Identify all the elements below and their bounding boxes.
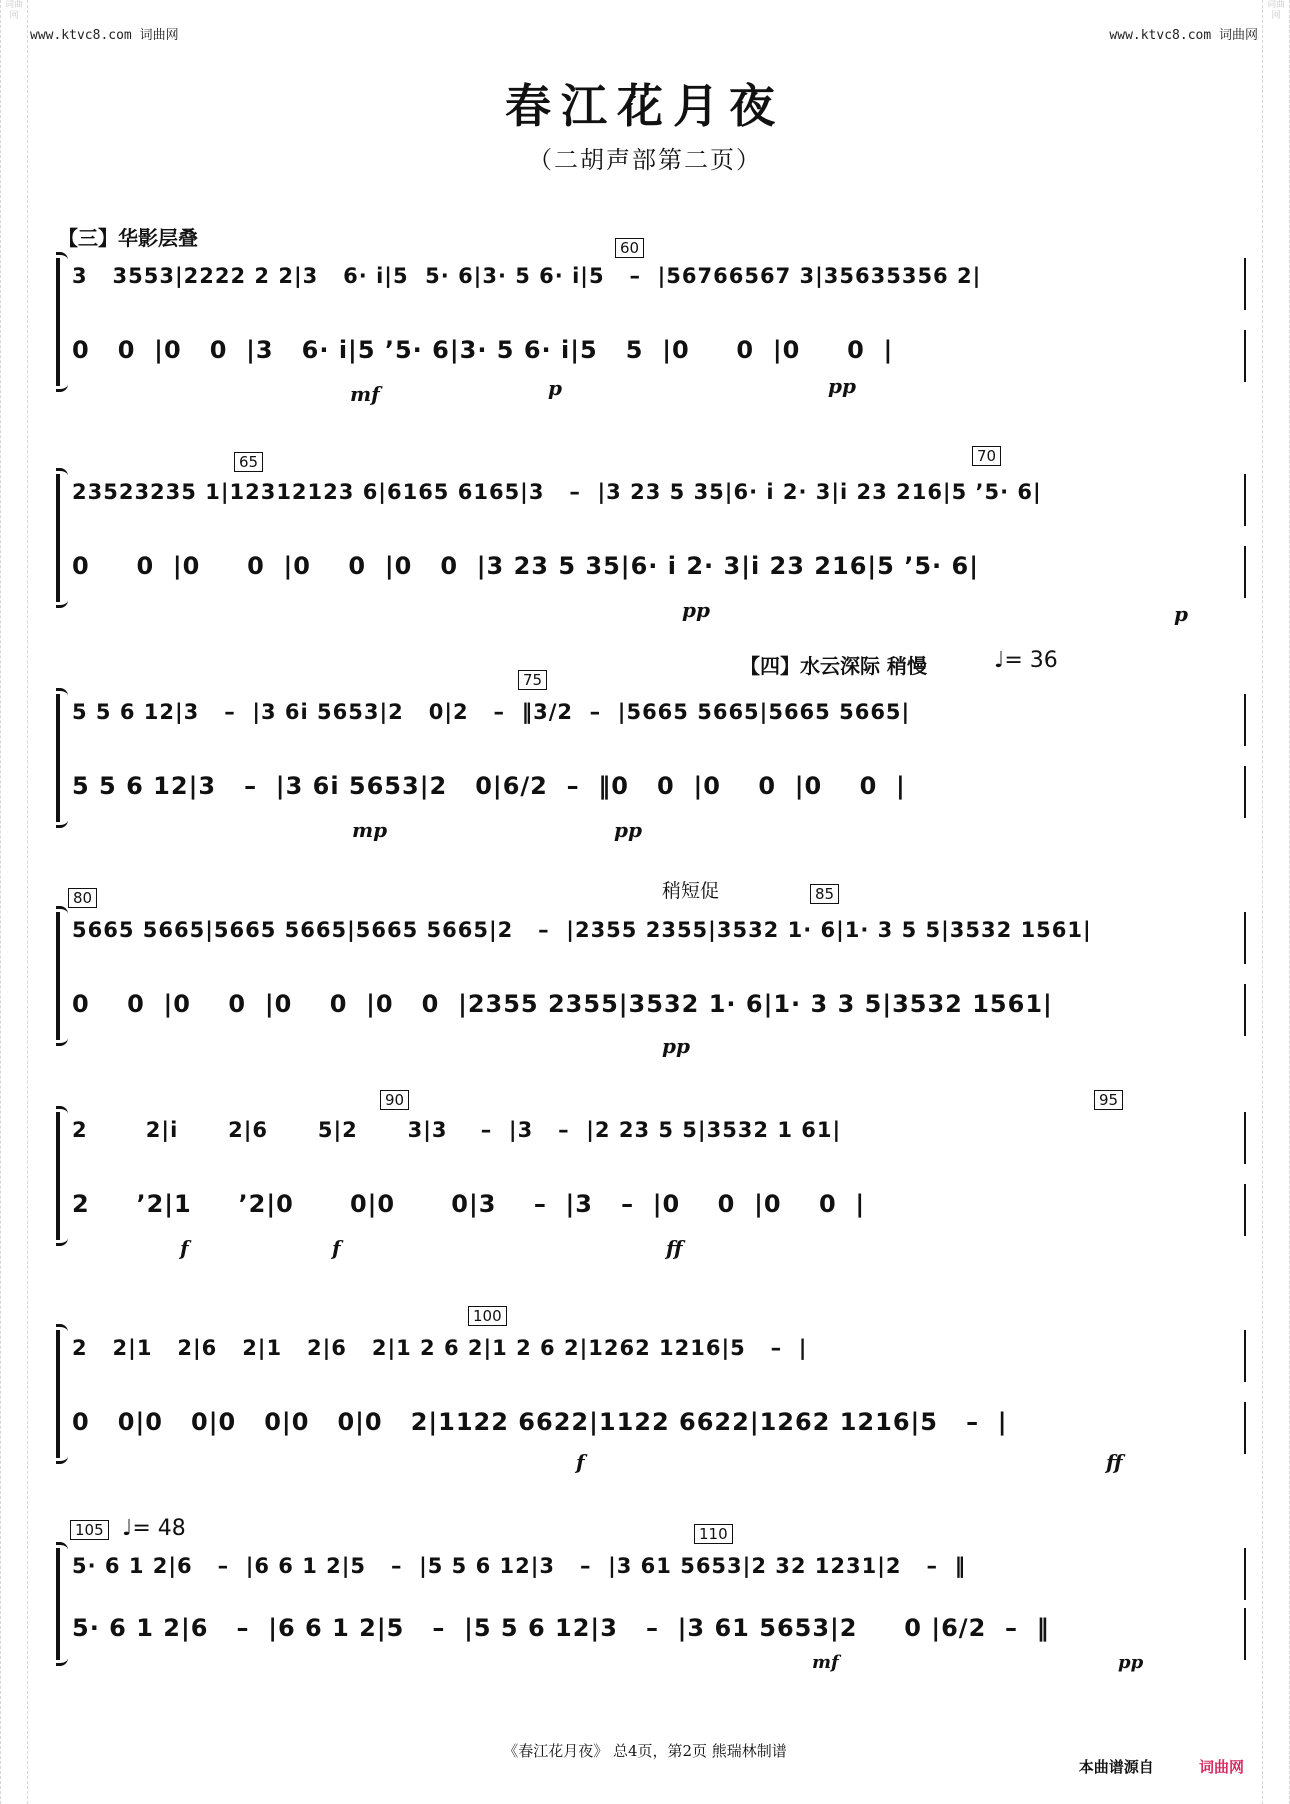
upper-staff bbox=[72, 912, 1246, 960]
score-system-2 bbox=[50, 474, 1246, 626]
upper-staff bbox=[72, 1112, 1246, 1160]
upper-staff bbox=[72, 1548, 1246, 1596]
score-system-3 bbox=[50, 694, 1246, 842]
barline bbox=[1244, 1330, 1246, 1382]
dynamic-marking: mf bbox=[812, 1652, 839, 1673]
dynamic-marking: p bbox=[1174, 602, 1188, 626]
erhu-notes: 2 ’2|1 ’2|0 0|0 0|3 – |3 – |0 0 |0 0 | bbox=[72, 1190, 866, 1218]
erhu-staff bbox=[72, 1184, 1246, 1232]
system-bracket bbox=[56, 474, 70, 602]
barline bbox=[1244, 984, 1246, 1036]
site-url-left[interactable]: www.ktvc8.com 词曲网 bbox=[30, 28, 179, 43]
measure-number: 100 bbox=[468, 1306, 507, 1326]
erhu-staff bbox=[72, 766, 1246, 814]
score-system-4 bbox=[50, 912, 1246, 1058]
source-credit bbox=[1079, 1756, 1244, 1777]
erhu-notes: 0 0 |0 0 |0 0 |0 0 |2355 2355|3532 1· 6|1· 3 3 5|3532 1561| bbox=[72, 990, 1053, 1018]
barline bbox=[1244, 546, 1246, 598]
dynamic-marking: pp bbox=[1118, 1652, 1144, 1673]
upper-notes: 5· 6 1 2|6 – |6 6 1 2|5 – |5 5 6 12|3 – |3 61 5653|2 32 1231|2 – ‖ bbox=[72, 1554, 967, 1578]
upper-notes: 5665 5665|5665 5665|5665 5665|2 – |2355 2355|3532 1· 6|1· 3 5 5|3532 1561| bbox=[72, 918, 1092, 942]
measure-number: 110 bbox=[694, 1524, 733, 1544]
dynamic-marking: pp bbox=[682, 598, 710, 622]
measure-number: 105 bbox=[70, 1520, 109, 1540]
erhu-staff bbox=[72, 984, 1246, 1032]
upper-notes: 23523235 1|12312123 6|6165 6165|3 – |3 23 5 35|6· i 2· 3|i 23 216|5 ’5· 6| bbox=[72, 480, 1042, 504]
source-site-link[interactable]: 词曲网 bbox=[1198, 1758, 1244, 1776]
measure-number: 60 bbox=[615, 238, 644, 258]
source-label: 本曲谱源自 bbox=[1078, 1758, 1154, 1776]
section-label-4: 【四】水云深际 稍慢 bbox=[740, 654, 927, 678]
dynamic-marking: mp bbox=[352, 818, 388, 842]
score-system-5 bbox=[50, 1112, 1246, 1260]
watermark-text-left: 词曲网 bbox=[4, 0, 23, 21]
upper-staff bbox=[72, 694, 1246, 742]
site-url-right[interactable]: www.ktvc8.com 词曲网 bbox=[1109, 28, 1258, 43]
dynamic-marking: f bbox=[180, 1236, 189, 1260]
measure-number: 65 bbox=[234, 452, 263, 472]
upper-staff bbox=[72, 1330, 1246, 1378]
watermark-text-right: 词曲网 bbox=[1266, 0, 1285, 21]
barline bbox=[1244, 694, 1246, 746]
expression-marking: 稍短促 bbox=[662, 880, 720, 902]
dynamic-marking: mf bbox=[350, 382, 380, 406]
barline bbox=[1244, 330, 1246, 382]
page-subtitle: （二胡声部第二页） bbox=[528, 146, 762, 174]
barline bbox=[1244, 474, 1246, 526]
left-watermark-strip bbox=[0, 0, 28, 1804]
erhu-staff bbox=[72, 330, 1246, 378]
barline bbox=[1244, 1608, 1246, 1660]
system-bracket bbox=[56, 1548, 70, 1660]
erhu-notes: 5 5 6 12|3 – |3 6i 5653|2 0|6/2 – ‖0 0 |0 0 |0 0 | bbox=[72, 772, 906, 800]
barline bbox=[1244, 1184, 1246, 1236]
tempo-marking: ♩= 48 bbox=[122, 1516, 186, 1541]
score-system-6 bbox=[50, 1330, 1246, 1474]
erhu-notes: 0 0|0 0|0 0|0 0|0 2|1122 6622|1122 6622|1262 1216|5 – | bbox=[72, 1408, 1008, 1436]
upper-staff bbox=[72, 258, 1246, 306]
barline bbox=[1244, 766, 1246, 818]
barline bbox=[1244, 1548, 1246, 1600]
erhu-staff bbox=[72, 546, 1246, 594]
score-system-7 bbox=[50, 1548, 1246, 1673]
page-footer: 《春江花月夜》 总4页，第2页 熊瑞林制谱 bbox=[503, 1742, 787, 1760]
upper-notes: 3 3553|2222 2 2|3 6· i|5 5· 6|3· 5 6· i|5 – |56766567 3|35635356 2| bbox=[72, 264, 982, 288]
page-title: 春江花月夜 bbox=[505, 79, 785, 133]
dynamic-marking: f bbox=[576, 1450, 585, 1474]
right-watermark-strip bbox=[1262, 0, 1290, 1804]
section-label-3: 【三】华影层叠 bbox=[58, 226, 198, 250]
system-bracket bbox=[56, 1112, 70, 1240]
erhu-staff bbox=[72, 1608, 1246, 1656]
tempo-marking: ♩= 36 bbox=[994, 648, 1058, 673]
measure-number: 90 bbox=[380, 1090, 409, 1110]
upper-notes: 5 5 6 12|3 – |3 6i 5653|2 0|2 – ‖3/2 – |5665 5665|5665 5665| bbox=[72, 700, 911, 724]
erhu-notes: 0 0 |0 0 |0 0 |0 0 |3 23 5 35|6· i 2· 3|i 23 216|5 ’5· 6| bbox=[72, 552, 979, 580]
upper-staff bbox=[72, 474, 1246, 522]
barline bbox=[1244, 258, 1246, 310]
measure-number: 80 bbox=[68, 888, 97, 908]
erhu-staff bbox=[72, 1402, 1246, 1450]
erhu-notes: 5· 6 1 2|6 – |6 6 1 2|5 – |5 5 6 12|3 – |3 61 5653|2 0 |6/2 – ‖ bbox=[72, 1614, 1050, 1642]
dynamic-marking: ff bbox=[1106, 1450, 1123, 1474]
dynamic-marking: p bbox=[548, 376, 562, 400]
barline bbox=[1244, 1402, 1246, 1454]
dynamic-marking: pp bbox=[828, 374, 856, 398]
measure-number: 75 bbox=[518, 670, 547, 690]
dynamic-marking: ff bbox=[666, 1236, 683, 1260]
dynamic-marking: f bbox=[332, 1236, 341, 1260]
barline bbox=[1244, 912, 1246, 964]
upper-notes: 2 2|i 2|6 5|2 3|3 – |3 – |2 23 5 5|3532 1 61| bbox=[72, 1118, 842, 1142]
upper-notes: 2 2|1 2|6 2|1 2|6 2|1 2 6 2|1 2 6 2|1262 1216|5 – | bbox=[72, 1336, 808, 1360]
measure-number: 95 bbox=[1094, 1090, 1123, 1110]
system-bracket bbox=[56, 912, 70, 1040]
system-bracket bbox=[56, 694, 70, 822]
system-bracket bbox=[56, 1330, 70, 1458]
measure-number: 70 bbox=[972, 446, 1001, 466]
dynamic-marking: pp bbox=[662, 1034, 690, 1058]
score-system-1 bbox=[50, 258, 1246, 406]
erhu-notes: 0 0 |0 0 |3 6· i|5 ’5· 6|3· 5 6· i|5 5 |0 0 |0 0 | bbox=[72, 336, 894, 364]
dynamic-marking: pp bbox=[614, 818, 642, 842]
system-bracket bbox=[56, 258, 70, 386]
barline bbox=[1244, 1112, 1246, 1164]
measure-number: 85 bbox=[810, 884, 839, 904]
